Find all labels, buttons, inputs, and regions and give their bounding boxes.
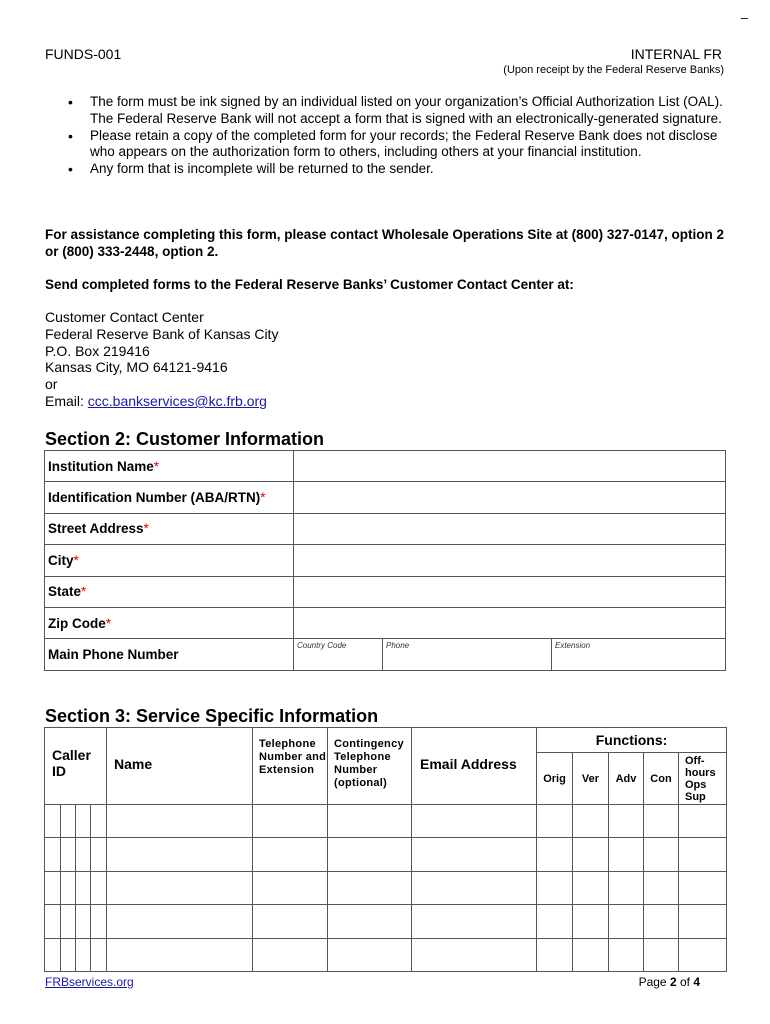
- classification-note: (Upon receipt by the Federal Reserve Banks): [503, 64, 724, 76]
- contingency-cell[interactable]: [328, 805, 412, 838]
- institution-name-label: Institution Name*: [45, 451, 294, 482]
- required-mark: *: [143, 521, 149, 537]
- caller-id-digit[interactable]: [76, 805, 91, 838]
- caller-id-digit[interactable]: [61, 871, 76, 904]
- required-mark: *: [81, 584, 87, 600]
- caller-id-digit[interactable]: [91, 905, 107, 938]
- caller-id-digit[interactable]: [45, 938, 61, 971]
- caller-id-digit[interactable]: [91, 838, 107, 871]
- name-header: Name: [107, 728, 253, 805]
- email-cell[interactable]: [412, 871, 537, 904]
- instruction-item: • Any form that is incomplete will be returned to the sender.: [66, 161, 726, 178]
- caller-id-digit[interactable]: [76, 938, 91, 971]
- function-adv: Adv: [609, 753, 644, 805]
- top-mark: –: [740, 10, 748, 25]
- city-label: City*: [45, 545, 294, 576]
- assistance-text: For assistance completing this form, please contact Wholesale Operations Site at (800) 327-0147, option 2 or (800) 333-2448, option 2.: [45, 227, 724, 259]
- caller-id-digit[interactable]: [76, 838, 91, 871]
- identification-number-label: Identification Number (ABA/RTN)*: [45, 482, 294, 513]
- form-id: FUNDS-001: [45, 46, 122, 62]
- functions-header: Functions:: [537, 728, 727, 753]
- caller-id-digit[interactable]: [76, 871, 91, 904]
- ver-cell[interactable]: [573, 905, 609, 938]
- contingency-cell[interactable]: [328, 838, 412, 871]
- table-row: [45, 905, 727, 938]
- zip-code-input[interactable]: [294, 607, 726, 638]
- service-info-table: [44, 727, 727, 972]
- email-link[interactable]: ccc.bankservices@kc.frb.org: [87, 392, 267, 409]
- ver-cell[interactable]: [573, 938, 609, 971]
- table-row: [45, 838, 727, 871]
- required-mark: *: [105, 615, 112, 631]
- address-line: P.O. Box 219416: [45, 342, 150, 359]
- instruction-list: [66, 94, 726, 178]
- send-to-text: Send completed forms to the Federal Reserve Banks’ Customer Contact Center at:: [45, 277, 574, 292]
- telephone-cell[interactable]: [253, 871, 328, 904]
- orig-cell[interactable]: [537, 805, 573, 838]
- orig-cell[interactable]: [537, 905, 573, 938]
- offhours-cell[interactable]: [679, 938, 727, 971]
- email-label: Email:: [45, 392, 88, 409]
- caller-id-digit[interactable]: [45, 871, 61, 904]
- function-con: Con: [644, 753, 679, 805]
- telephone-cell[interactable]: [253, 838, 328, 871]
- ver-cell[interactable]: [573, 838, 609, 871]
- ver-cell[interactable]: [573, 871, 609, 904]
- contingency-cell[interactable]: [328, 905, 412, 938]
- identification-number-input[interactable]: [294, 482, 726, 513]
- divider: [551, 639, 552, 669]
- offhours-cell[interactable]: [679, 905, 727, 938]
- telephone-header: Telephone Number and Extension: [253, 728, 328, 805]
- email-cell[interactable]: [412, 905, 537, 938]
- main-phone-input[interactable]: [294, 639, 726, 670]
- address-line: Federal Reserve Bank of Kansas City: [45, 325, 279, 342]
- orig-cell[interactable]: [537, 938, 573, 971]
- main-phone-label: Main Phone Number: [45, 639, 294, 670]
- table-row: [45, 805, 727, 838]
- required-mark: *: [260, 490, 266, 506]
- contingency-cell[interactable]: [328, 938, 412, 971]
- adv-cell[interactable]: [609, 838, 644, 871]
- caller-id-digit[interactable]: [61, 905, 76, 938]
- ver-cell[interactable]: [573, 805, 609, 838]
- orig-cell[interactable]: [537, 838, 573, 871]
- adv-cell[interactable]: [609, 805, 644, 838]
- contingency-header: Contingency Telephone Number (optional): [328, 728, 412, 805]
- offhours-cell[interactable]: [679, 871, 727, 904]
- extension-sublabel: Extension: [555, 641, 591, 651]
- caller-id-digit[interactable]: [61, 805, 76, 838]
- state-label: State*: [45, 576, 294, 607]
- con-cell[interactable]: [644, 938, 679, 971]
- caller-id-digit[interactable]: [45, 905, 61, 938]
- caller-id-digit[interactable]: [91, 871, 107, 904]
- customer-info-table: [44, 450, 726, 671]
- address-line: or: [45, 376, 58, 393]
- state-input[interactable]: [294, 576, 726, 607]
- caller-id-header: Caller ID: [45, 728, 107, 805]
- telephone-cell[interactable]: [253, 805, 328, 838]
- con-cell[interactable]: [644, 805, 679, 838]
- adv-cell[interactable]: [609, 938, 644, 971]
- mailing-address: [45, 309, 278, 410]
- institution-name-input[interactable]: [294, 451, 726, 482]
- name-cell[interactable]: [107, 805, 253, 838]
- caller-id-digit[interactable]: [61, 938, 76, 971]
- offhours-cell[interactable]: [679, 805, 727, 838]
- caller-id-digit[interactable]: [91, 805, 107, 838]
- zip-code-label: Zip Code*: [45, 607, 294, 638]
- page-number: Page 2 of 4: [638, 975, 700, 989]
- section3-title: Section 3: Service Specific Information: [45, 706, 379, 726]
- city-input[interactable]: [294, 545, 726, 576]
- instruction-item: • Please retain a copy of the completed form for your records; the Federal Reserve Bank does not disclose who appears on the authorization form to others, including others at your financial institution.: [66, 128, 726, 162]
- country-code-sublabel: Country Code: [297, 641, 347, 651]
- current-page: 2: [669, 975, 677, 989]
- function-ver: Ver: [573, 753, 609, 805]
- email-cell[interactable]: [412, 938, 537, 971]
- instruction-item: • The form must be ink signed by an individual listed on your organization’s Official Authorization List (OAL). The Federal Reserve Bank will not accept a form that is signed with an electronically-generated signature.: [66, 94, 726, 128]
- orig-cell[interactable]: [537, 871, 573, 904]
- caller-id-digit[interactable]: [45, 805, 61, 838]
- name-cell[interactable]: [107, 905, 253, 938]
- total-pages: 4: [693, 975, 700, 989]
- required-mark: *: [153, 458, 160, 474]
- con-cell[interactable]: [644, 838, 679, 871]
- classification: INTERNAL FR: [630, 46, 722, 62]
- adv-cell[interactable]: [609, 905, 644, 938]
- caller-id-digit[interactable]: [76, 905, 91, 938]
- caller-id-digit[interactable]: [45, 838, 61, 871]
- con-cell[interactable]: [644, 905, 679, 938]
- function-offhours: Off-hours Ops Sup: [679, 753, 727, 805]
- telephone-cell[interactable]: [253, 905, 328, 938]
- divider: [382, 639, 383, 669]
- email-line: [45, 393, 278, 410]
- frbservices-link[interactable]: FRBservices.org: [45, 975, 134, 989]
- name-cell[interactable]: [107, 938, 253, 971]
- email-cell[interactable]: [412, 805, 537, 838]
- telephone-cell[interactable]: [253, 938, 328, 971]
- con-cell[interactable]: [644, 871, 679, 904]
- name-cell[interactable]: [107, 871, 253, 904]
- caller-id-digit[interactable]: [61, 838, 76, 871]
- function-orig: Orig: [537, 753, 573, 805]
- email-cell[interactable]: [412, 838, 537, 871]
- address-line: Customer Contact Center: [45, 309, 204, 325]
- contingency-cell[interactable]: [328, 871, 412, 904]
- address-line: Kansas City, MO 64121-9416: [45, 359, 228, 376]
- caller-id-digit[interactable]: [91, 938, 107, 971]
- street-address-input[interactable]: [294, 513, 726, 544]
- section2-title: Section 2: Customer Information: [45, 429, 325, 449]
- offhours-cell[interactable]: [679, 838, 727, 871]
- email-header: Email Address: [412, 728, 537, 805]
- table-row: [45, 938, 727, 971]
- adv-cell[interactable]: [609, 871, 644, 904]
- phone-sublabel: Phone: [386, 641, 410, 651]
- name-cell[interactable]: [107, 838, 253, 871]
- required-mark: *: [73, 552, 79, 568]
- street-address-label: Street Address*: [45, 513, 294, 544]
- table-row: [45, 871, 727, 904]
